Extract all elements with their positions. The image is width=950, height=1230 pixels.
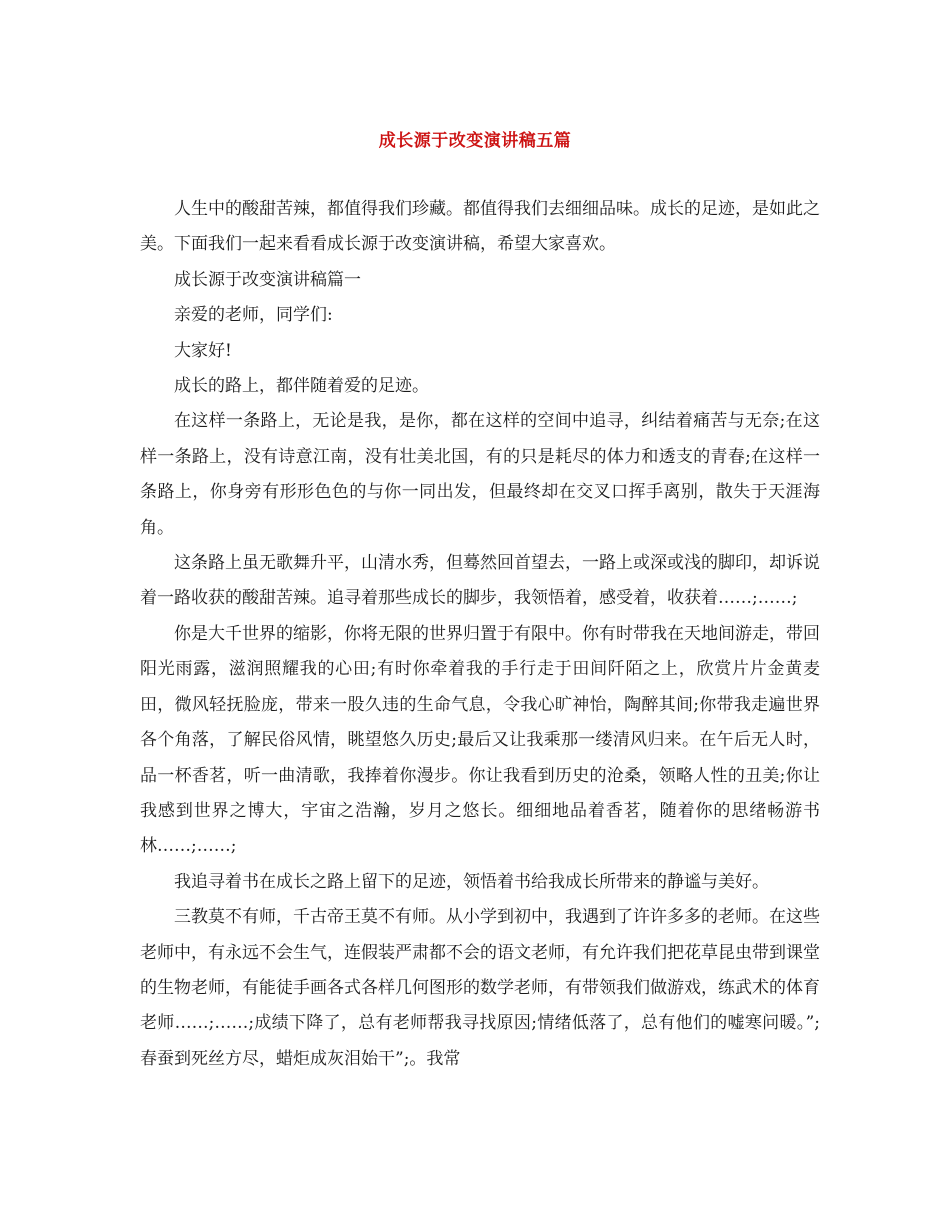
paragraph-3: 这条路上虽无歌舞升平，山清水秀，但蓦然回首望去，一路上或深或浅的脚印，却诉说着一路收获的酸甜苦辣。追寻着那些成长的脚步，我领悟着，感受着，收获着……;……;	[140, 553, 820, 609]
paragraph-4: 你是大千世界的缩影，你将无限的世界归置于有限中。你有时带我在天地间游走，带回阳光雨露，滋润照耀我的心田;有时你牵着我的手行走于田间阡陌之上，欣赏片片金黄麦田，微风轻抚脸庞，带来一股久违的生命气息，令我心旷神怡，陶醉其间;你带我走遍世界各个角落，了解民俗风情，眺望悠久历史;最后又让我乘那一缕清风归来。在午后无人时，品一杯香茗，听一曲清歌，我捧着你漫步。你让我看到历史的沧桑，领略人性的丑美;你让我感到世界之博大，宇宙之浩瀚，岁月之悠长。细细地品着香茗，随着你的思绪畅游书林……;……;	[140, 623, 820, 857]
paragraph-salutation: 亲爱的老师，同学们:	[174, 305, 333, 326]
paragraph-greeting: 大家好!	[174, 340, 232, 361]
paragraph-1: 成长的路上，都伴随着爱的足迹。	[174, 376, 429, 397]
document-title: 成长源于改变演讲稿五篇	[378, 131, 572, 151]
paragraph-intro: 人生中的酸甜苦辣，都值得我们珍藏。都值得我们去细细品味。成长的足迹，是如此之美。下面我们一起来看看成长源于改变演讲稿，希望大家喜欢。	[140, 199, 820, 255]
paragraph-2: 在这样一条路上，无论是我，是你，都在这样的空间中追寻，纠结着痛苦与无奈;在这样一条路上，没有诗意江南，没有壮美北国，有的只是耗尽的体力和透支的青春;在这样一条路上，你身旁有形形色色的与你一同出发，但最终却在交叉口挥手离别，散失于天涯海角。	[140, 411, 820, 538]
paragraph-5: 我追寻着书在成长之路上留下的足迹，领悟着书给我成长所带来的静谧与美好。	[174, 871, 769, 892]
document-body	[140, 192, 820, 1077]
paragraph-section-heading: 成长源于改变演讲稿篇一	[174, 269, 361, 290]
paragraph-6: 三教莫不有师，千古帝王莫不有师。从小学到初中，我遇到了许许多多的老师。在这些老师中，有永远不会生气，连假装严肃都不会的语文老师，有允许我们把花草昆虫带到课堂的生物老师，有能徒手画各式各样几何图形的数学老师，有带领我们做游戏，练武术的体育老师……;……;成绩下降了，总有老师帮我寻找原因;情绪低落了，总有他们的嘘寒问暖。”;春蚕到死丝方尽，蜡炬成灰泪始干”;。我常	[140, 907, 820, 1069]
